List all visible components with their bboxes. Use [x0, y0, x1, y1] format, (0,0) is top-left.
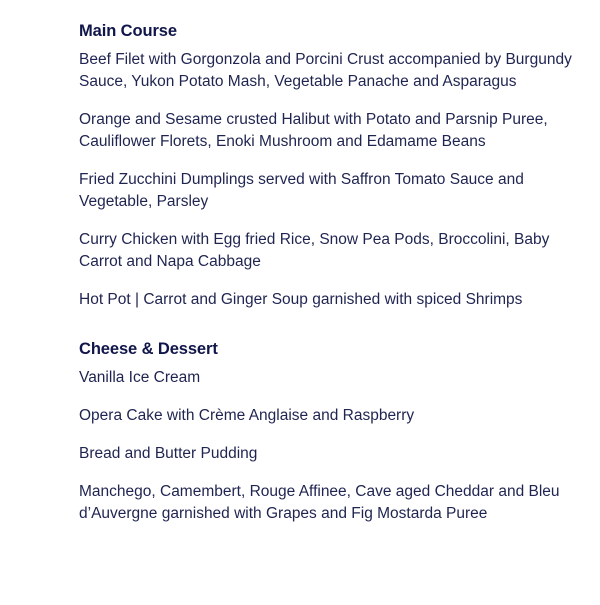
section-title-cheese-dessert: Cheese & Dessert	[79, 340, 218, 358]
menu-item: Opera Cake with Crème Anglaise and Raspberry	[79, 407, 415, 424]
section-main-course	[79, 20, 579, 311]
menu-item: Hot Pot | Carrot and Ginger Soup garnished with spiced Shrimps	[79, 291, 523, 308]
menu-item: Curry Chicken with Egg fried Rice, Snow Pea Pods, Broccolini, Baby Carrot and Napa Cabbage	[79, 231, 550, 270]
section-cheese-dessert	[79, 338, 579, 525]
menu-item: Orange and Sesame crusted Halibut with Potato and Parsnip Puree, Cauliflower Florets, Enoki Mushroom and Edamame Beans	[79, 111, 548, 150]
menu-item: Manchego, Camembert, Rouge Affinee, Cave aged Cheddar and Bleu d’Auvergne garnished with Grapes and Fig Mostarda Puree	[79, 483, 560, 522]
menu-item: Fried Zucchini Dumplings served with Saffron Tomato Sauce and Vegetable, Parsley	[79, 171, 524, 210]
menu-item: Beef Filet with Gorgonzola and Porcini Crust accompanied by Burgundy Sauce, Yukon Potato Mash, Vegetable Panache and Asparagus	[79, 51, 572, 90]
menu-document	[79, 20, 579, 525]
menu-item: Bread and Butter Pudding	[79, 445, 258, 462]
menu-item: Vanilla Ice Cream	[79, 369, 201, 386]
section-title-main-course: Main Course	[79, 22, 177, 40]
